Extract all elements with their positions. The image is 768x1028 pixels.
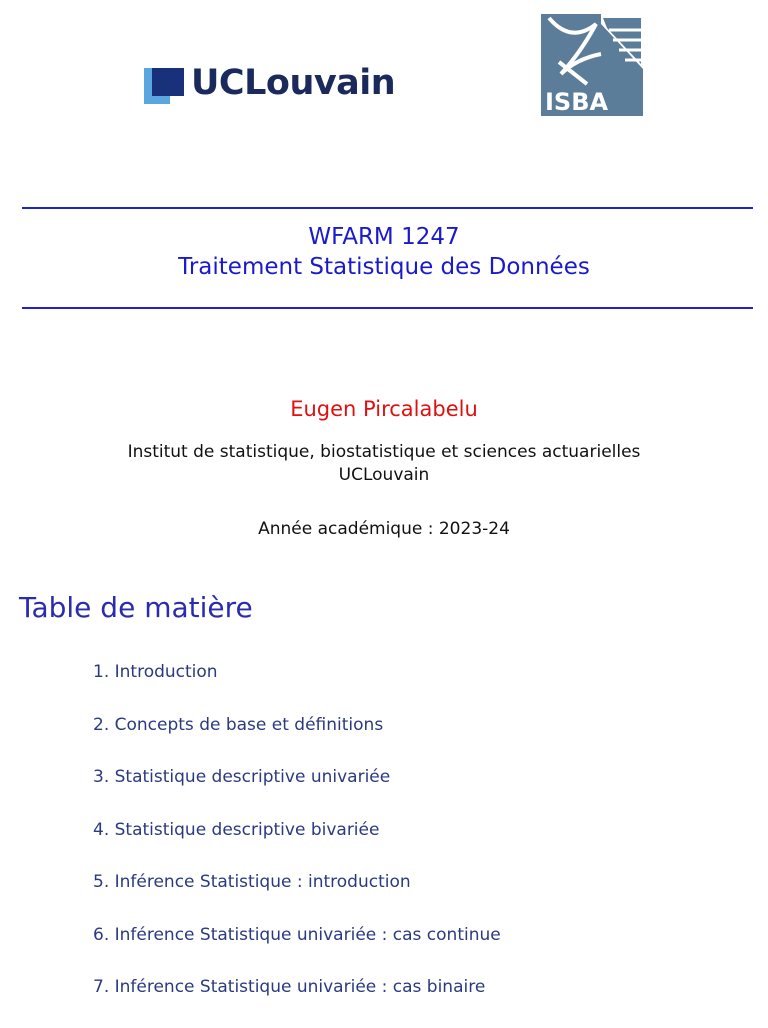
author-institute: Institut de statistique, biostatistique et sciences actuarielles [127, 442, 641, 462]
uclouvain-mark-icon [144, 62, 184, 104]
academic-year: Année académique : 2023-24 [258, 519, 510, 539]
toc-heading: Table de matière [19, 591, 253, 624]
toc-item[interactable]: 2. Concepts de base et définitions [93, 714, 384, 735]
uclouvain-logo [144, 62, 395, 104]
toc-item[interactable]: 5. Inférence Statistique : introduction [93, 872, 411, 892]
isba-label: ISBA [545, 88, 609, 116]
course-code: WFARM 1247 [308, 224, 460, 250]
author-name: Eugen Pircalabelu [290, 397, 478, 421]
author-university: UCLouvain [338, 465, 430, 485]
title-rule-top [22, 207, 753, 209]
toc-item[interactable]: 4. Statistique descriptive bivariée [93, 819, 380, 840]
toc-item[interactable]: 3. Statistique descriptive univariée [93, 767, 391, 787]
logo-header [0, 0, 768, 130]
isba-logo [541, 14, 643, 116]
toc-item[interactable]: 7. Inférence Statistique univariée : cas binaire [93, 977, 486, 997]
uclouvain-wordmark: UCLouvain [191, 63, 396, 103]
course-title: Traitement Statistique des Données [178, 254, 590, 280]
toc-item[interactable]: 6. Inférence Statistique univariée : cas continue [93, 924, 501, 945]
toc-list [93, 660, 501, 1028]
toc-item[interactable]: 1. Introduction [93, 662, 218, 682]
title-rule-bottom [22, 307, 753, 309]
